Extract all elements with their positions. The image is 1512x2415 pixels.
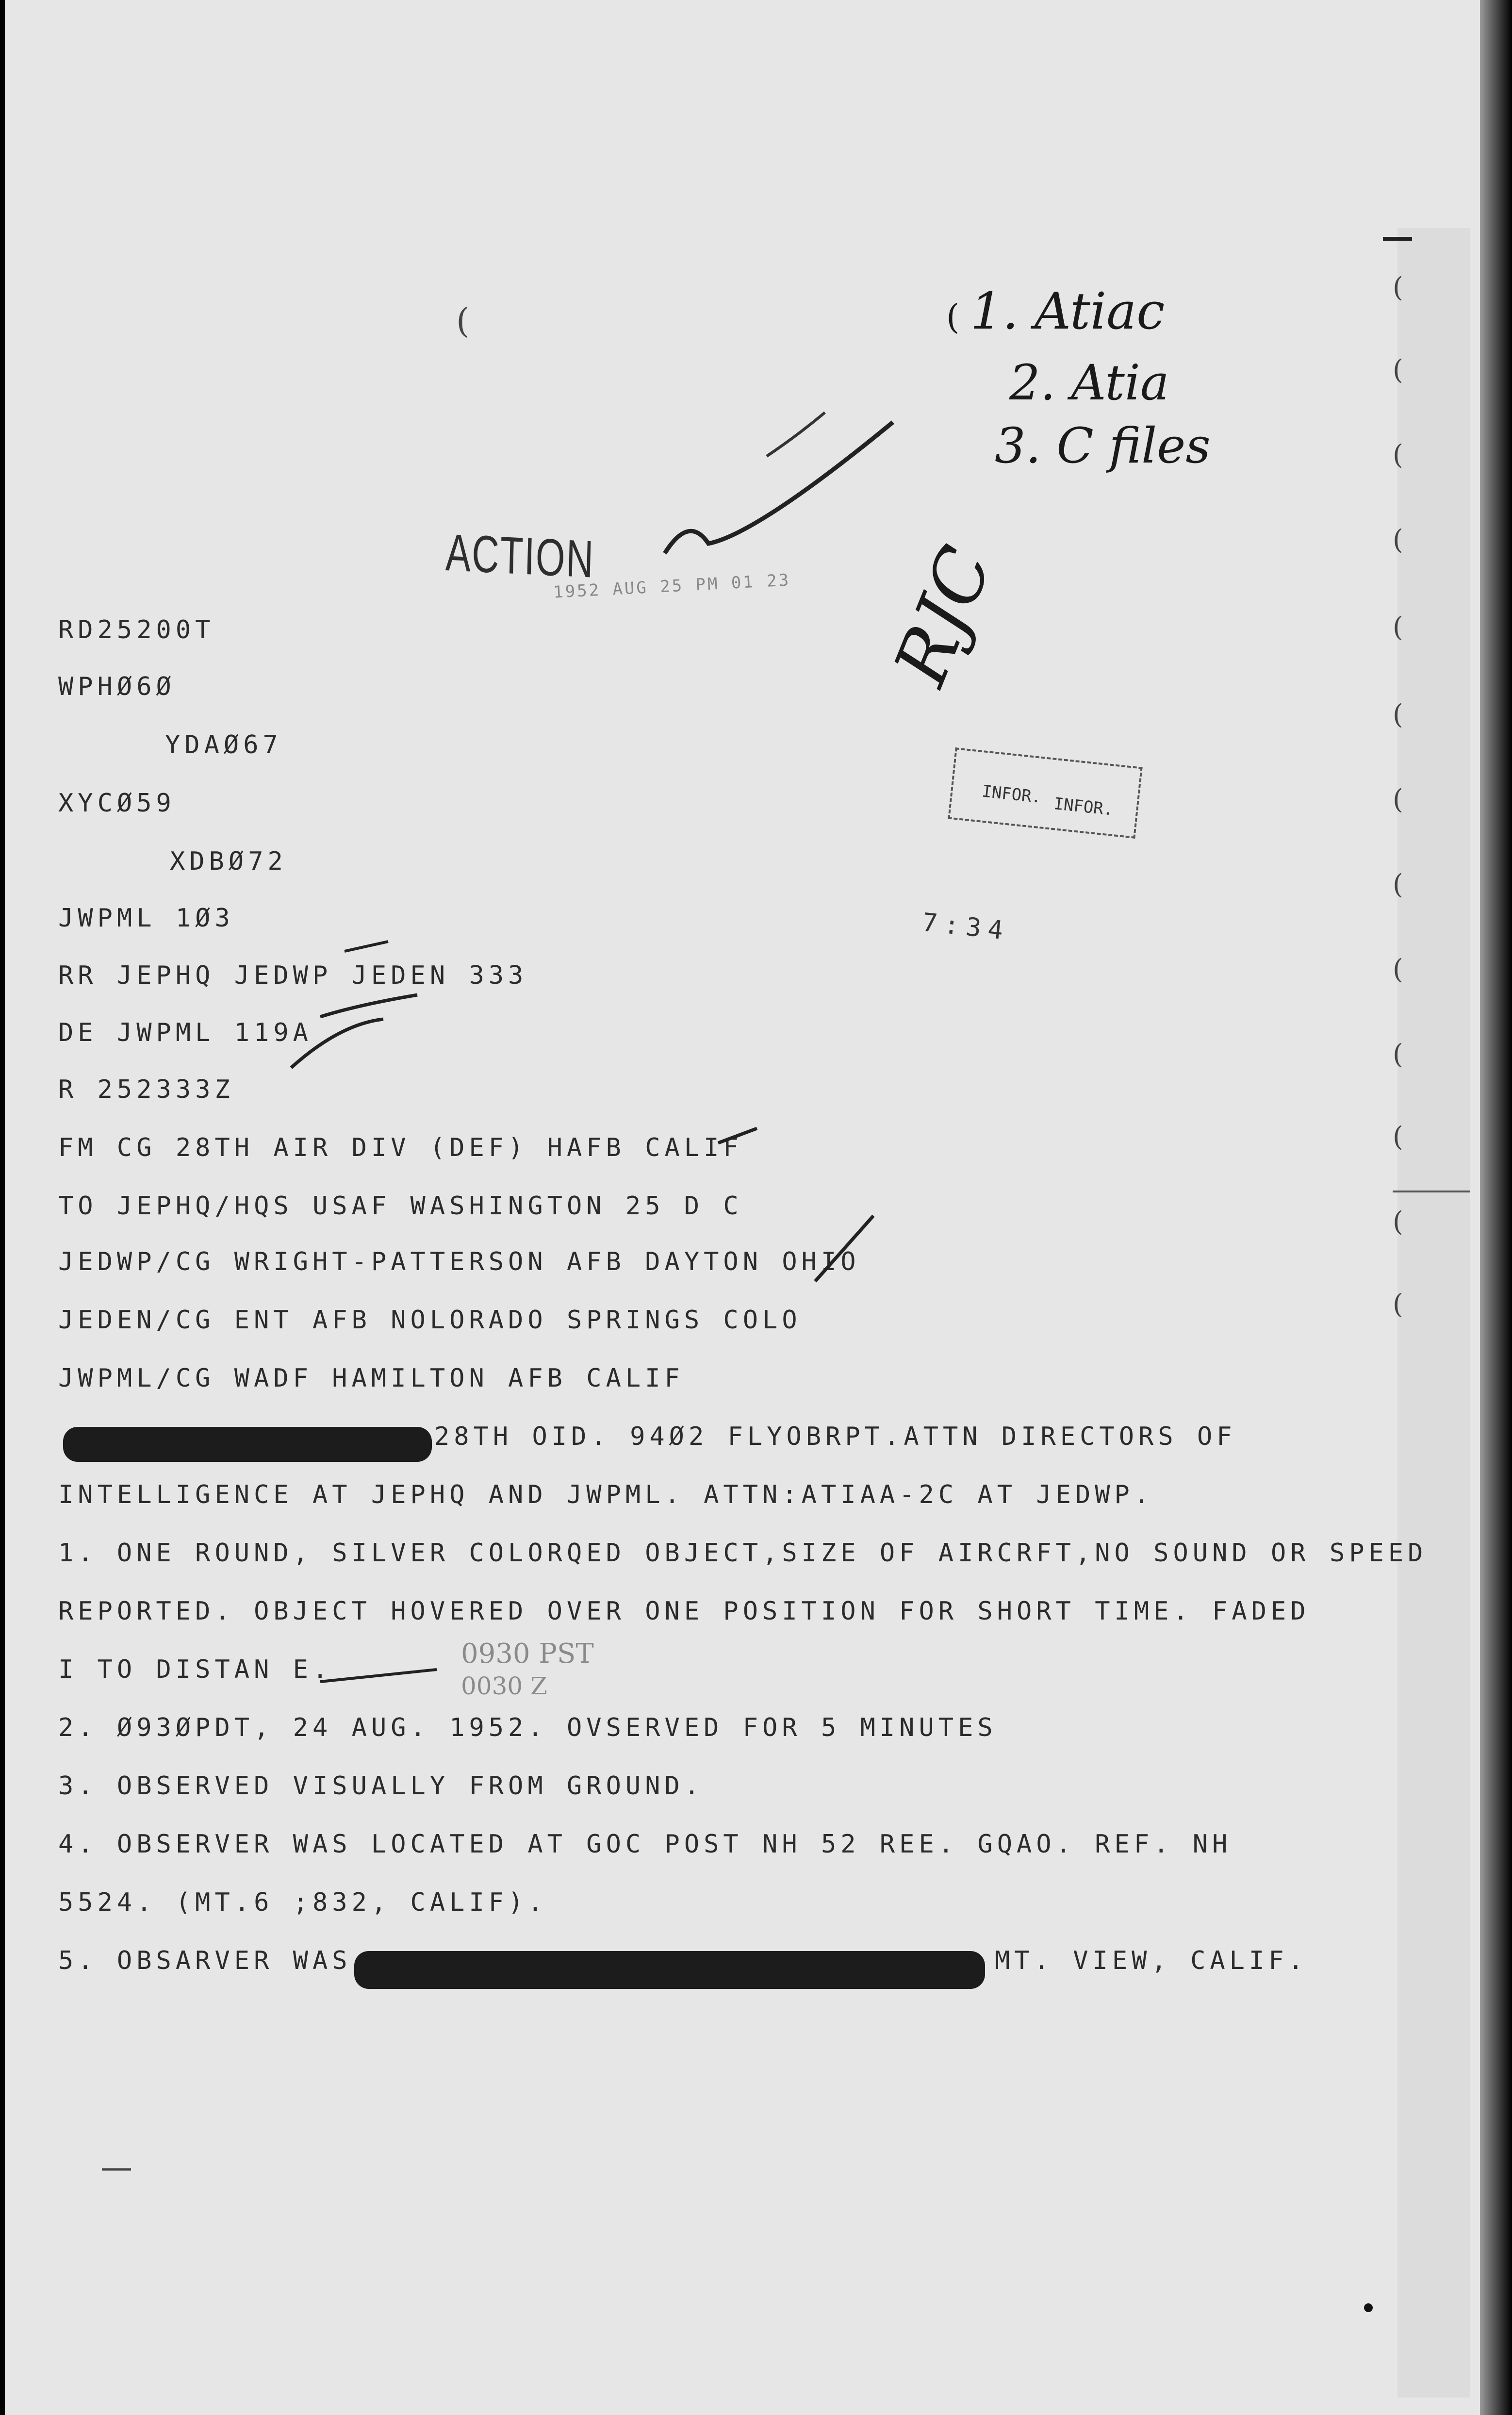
routing-line: WPHØ6Ø	[58, 672, 176, 701]
report-item-4: 4. OBSERVER WAS LOCATED AT GOC POST NH 52 REE. GQAO. REF. NH	[58, 1830, 1232, 1859]
to-line: JEDWP/CG WRIGHT-PATTERSON AFB DAYTON OHIO	[58, 1247, 860, 1276]
from-line: FM CG 28TH AIR DIV (DEF) HAFB CALIF	[58, 1133, 743, 1162]
report-item-1-cont: I TO DISTAN E.	[58, 1655, 332, 1684]
margin-paren: (	[1393, 272, 1403, 303]
report-item-2: 2. Ø93ØPDT, 24 AUG. 1952. OVSERVED FOR 5 MINUTES	[58, 1713, 997, 1742]
handwritten-time-note: 0030 Z	[461, 1672, 547, 1700]
margin-paren: (	[1393, 1039, 1403, 1070]
margin-paren: (	[1393, 1121, 1403, 1153]
margin-paren: (	[1393, 354, 1403, 386]
report-item-1-cont: REPORTED. OBJECT HOVERED OVER ONE POSITION FOR SHORT TIME. FADED	[58, 1597, 1310, 1626]
routing-line: JWPML 1Ø3	[58, 904, 234, 933]
report-item-3: 3. OBSERVED VISUALLY FROM GROUND.	[58, 1771, 704, 1801]
routing-line: RD25200T	[58, 615, 215, 645]
routing-line: XYCØ59	[58, 789, 176, 818]
distribution-label: INFOR.	[981, 781, 1042, 808]
margin-paren: (	[1393, 784, 1403, 815]
margin-paren: (	[1393, 524, 1403, 556]
routing-line: YDAØ67	[165, 730, 282, 760]
handwritten-initials: RJC	[878, 535, 1009, 697]
margin-paren: (	[1393, 1289, 1403, 1320]
margin-paren: (	[1393, 612, 1403, 643]
routing-note-3: 3. C files	[995, 417, 1211, 474]
report-item-1: 1. ONE ROUND, SILVER COLORQED OBJECT,SIZE OF AIRCRFT,NO SOUND OR SPEED	[58, 1538, 1428, 1568]
report-item-5-cont: MT. VIEW, CALIF.	[995, 1946, 1308, 1975]
routing-note-1: ( 1. Atiac	[946, 281, 1165, 341]
message-line: INTELLIGENCE AT JEPHQ AND JWPML. ATTN:ATIAA-2C AT JEDWP.	[58, 1480, 1154, 1509]
routing-note-2: 2. Atia	[1009, 354, 1169, 411]
action-stamp: ACTION	[444, 522, 595, 589]
margin-paren: (	[1393, 699, 1403, 730]
to-line: JEDEN/CG ENT AFB NOLORADO SPRINGS COLO	[58, 1306, 802, 1335]
margin-paren: (	[1393, 439, 1403, 471]
margin-paren: (	[1393, 954, 1403, 985]
routing-line: RR JEPHQ JEDWP JEDEN 333	[58, 961, 528, 990]
routing-line: DE JWPML 119A	[58, 1018, 312, 1047]
margin-paren: (	[1393, 869, 1403, 900]
time-stamp-value: 7:34	[920, 908, 1011, 946]
report-item-5: 5. OBSARVER WAS	[58, 1946, 352, 1975]
message-line: 28TH OID. 94Ø2 FLYOBRPT.ATTN DIRECTORS OF	[434, 1422, 1236, 1451]
margin-paren: (	[1393, 1206, 1403, 1238]
received-date-stamp: 1952 AUG 25 PM 01 23	[553, 570, 791, 602]
handwritten-time-note: 0930 PST	[461, 1638, 594, 1670]
top-paren: (	[456, 301, 470, 341]
routing-line: R 252333Z	[58, 1075, 234, 1104]
to-line: JWPML/CG WADF HAMILTON AFB CALIF	[58, 1364, 684, 1393]
to-line: TO JEPHQ/HQS USAF WASHINGTON 25 D C	[58, 1191, 743, 1221]
routing-line: XDBØ72	[170, 847, 287, 876]
distribution-label: INFOR.	[1052, 794, 1115, 820]
report-item-4-cont: 5524. (MT.6 ;832, CALIF).	[58, 1888, 547, 1917]
